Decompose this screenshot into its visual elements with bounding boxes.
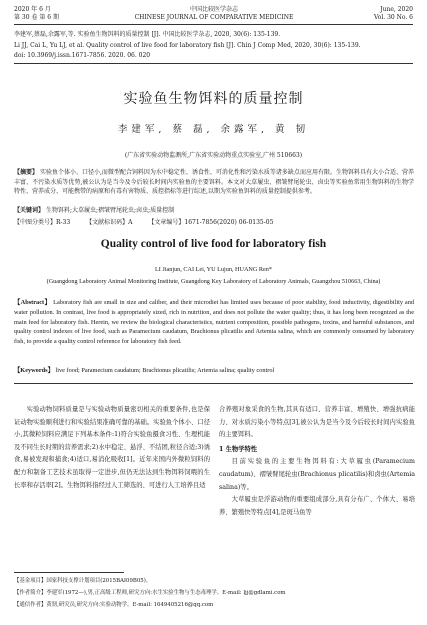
authors-cn: 李建军, 蔡 磊, 余露军, 黄 韧 (117, 124, 310, 135)
body-column-right (219, 404, 415, 519)
journal-name-en: CHINESE JOURNAL OF COMPARATIVE MEDICINE (134, 14, 294, 21)
abstract-en (14, 298, 414, 347)
body-paragraph: 目前实验鱼的主要生物饵料有:大草履虫(Paramecium caudatum)、褶皱臂尾轮虫(Brachionus plicatilis)和卤虫(Artemia salina)等。 (219, 458, 415, 491)
affiliation-en: (Guangdong Laboratory Animal Monitoring Institute, Guangdong Key Laboratory of Laboratory Animals, Guangzhou 510663, China) (46, 278, 381, 285)
citation-rule (14, 63, 413, 64)
abstract-cn-label: 【摘要】 (14, 169, 39, 176)
abstract-en-label: 【Abstract】 (14, 299, 52, 306)
citation-doi: doi: 10.3969/j.issn.1671-7856. 2020. 06. 020 (14, 52, 151, 59)
abstract-rule (14, 383, 413, 384)
keywords-cn-text: 生物饵料;大草履虫;褶皱臂尾轮虫;卤虫;质量控制 (46, 207, 175, 214)
paper-title-en: Quality control of live food for laboratory fish (100, 238, 327, 250)
document-code: 【文献标识码】A (86, 219, 133, 226)
article-number: 【文章编号】1671-7856(2020) 06-0135-05 (148, 219, 274, 226)
abstract-cn (14, 168, 414, 197)
body-paragraph: 合养殖对象采食的生物,其具有适口、营养丰富、增殖快、增强抗病能力、对水质污染小等特点[3],被公认为是当今及今后较长时间内实验鱼的主要饵料。 (219, 406, 415, 439)
body-paragraph: 大草履虫是浮游动物的重要组成部分,具有分布广、个体大、易培养、繁殖快等特点[4],是斑马鱼等 (219, 496, 415, 516)
keywords-en-text: live food; Paramecium caudatum; Brachionus plicatilis; Artemia salina; quality control (55, 367, 275, 374)
journal-name-cn: 中国比较医学杂志 (189, 6, 238, 13)
keywords-en (14, 366, 414, 376)
header-volume-en: Vol. 30 No. 6 (373, 14, 413, 21)
body-column-left (14, 404, 210, 492)
abstract-cn-text: 实验鱼个体小、口径小,而微型配合饲料因为水中稳定性、诱食性、可消化性和污染水质等诸多缺点而应用有限。生物饵料具有大小合适、营养丰富、不污染水质等优势,被公认为是当今及今后较长时间内实验鱼的主要饵料。本文对大草履虫、褶皱臂尾轮虫、卤虫等实验鱼常用生物饵料的生物学特性、营养成分、可能携带的病原和有毒有害物质、质控指标等进行综述,以期为实验鱼饵料的质量控制提供参考。 (14, 169, 414, 196)
journal-name (120, 6, 308, 22)
keywords-cn (14, 205, 414, 214)
clc-number: 【中图分类号】R-33 (14, 219, 71, 226)
keywords-cn-label: 【关键词】 (14, 207, 45, 214)
section-heading: 1 生物学特性 (219, 445, 258, 453)
abstract-en-text: Laboratory fish are small in size and caliber, and their microdiet has limited uses because of poor stability, food inductivity, digestibility and water pollution. In contrast, live food is appropriately sized, rich in nutrition, and does not pollute the water quality; thus, it has long been recognized as the main feed for laboratory fish. Herein, we review the biological characteristics, nutrient composition, possible pathogens, toxins, and harmful substances, and quality control indexes of live food, such as Paramecium caudatum, Brachionus plicatilis and Artemia salina, which are commonly consumed by laboratory fish, to provide a quality control reference for laboratory fish feed. (14, 299, 415, 346)
citation-cn: 李建军,蔡磊,余露军,等. 实验鱼生物饵料的质量控制 [J]. 中国比较医学杂志, 2020, 30(6): 135-139. (14, 31, 281, 38)
header-volume: 第 30 卷 第 6 期 (14, 14, 59, 21)
header-date: 2020 年 6 月 (14, 6, 51, 13)
footnote-fund: 【基金项目】国家科技支撑计划项目(2015BAI09B05)。 (14, 578, 152, 584)
header-rule (14, 24, 413, 25)
keywords-en-label: 【Keywords】 (14, 367, 54, 374)
footnote-rule (14, 572, 124, 573)
journal-date-volume (14, 6, 59, 22)
body-paragraph: 实验动物饲料质量是与实验动物质量密切相关的重要条件,也是保证动物实验顺利进行和实验结果准确可靠的基础。实验鱼个体小、口径小,其微粒饲料应满足下列基本条件:1)符合实验鱼摄食习性、生理机能及不同生长时期的营养需求;2)水中稳定、悬浮、不结团,粒径合适;3)诱食,易被发现和捕食;4)适口,易消化吸收[1]。近年来国内外微粒饲料的配方和制备工艺技术虽取得一定进步,但仍无法达到生物饵料饲喂的生长率和存活率[2]。生物饵料指经过人工筛选的、可进行人工培养且适 (14, 406, 210, 489)
footnote-author: 【作者简介】李建军(1972—),男,正高级工程师,研究方向:水生实验生物与生态毒理学。E-mail: ljj@gdlami.com (14, 590, 286, 596)
paper-title-cn: 实验鱼生物饵料的质量控制 (123, 91, 304, 107)
journal-date-volume-en (374, 6, 413, 22)
affiliation-cn: (广东省实验动物监测所,广东省实验动物重点实验室,广州 510663) (124, 152, 303, 159)
footnote-corresponding: 【通信作者】黄韧,研究员,研究方向:实验动物学。E-mail: 1649405216@qq.com (14, 602, 214, 608)
article-meta-cn (14, 217, 414, 226)
citation-en: Li JJ, Cai L, Yu LJ, et al. Quality control of live food for laboratory fish [J]. Chin J Comp Med, 2020, 30(6): 135-139. (14, 42, 361, 49)
header-date-en: June, 2020 (380, 6, 413, 13)
authors-en: LI Jianjun, CAI Lei, YU Lujun, HUANG Ren* (155, 266, 272, 273)
